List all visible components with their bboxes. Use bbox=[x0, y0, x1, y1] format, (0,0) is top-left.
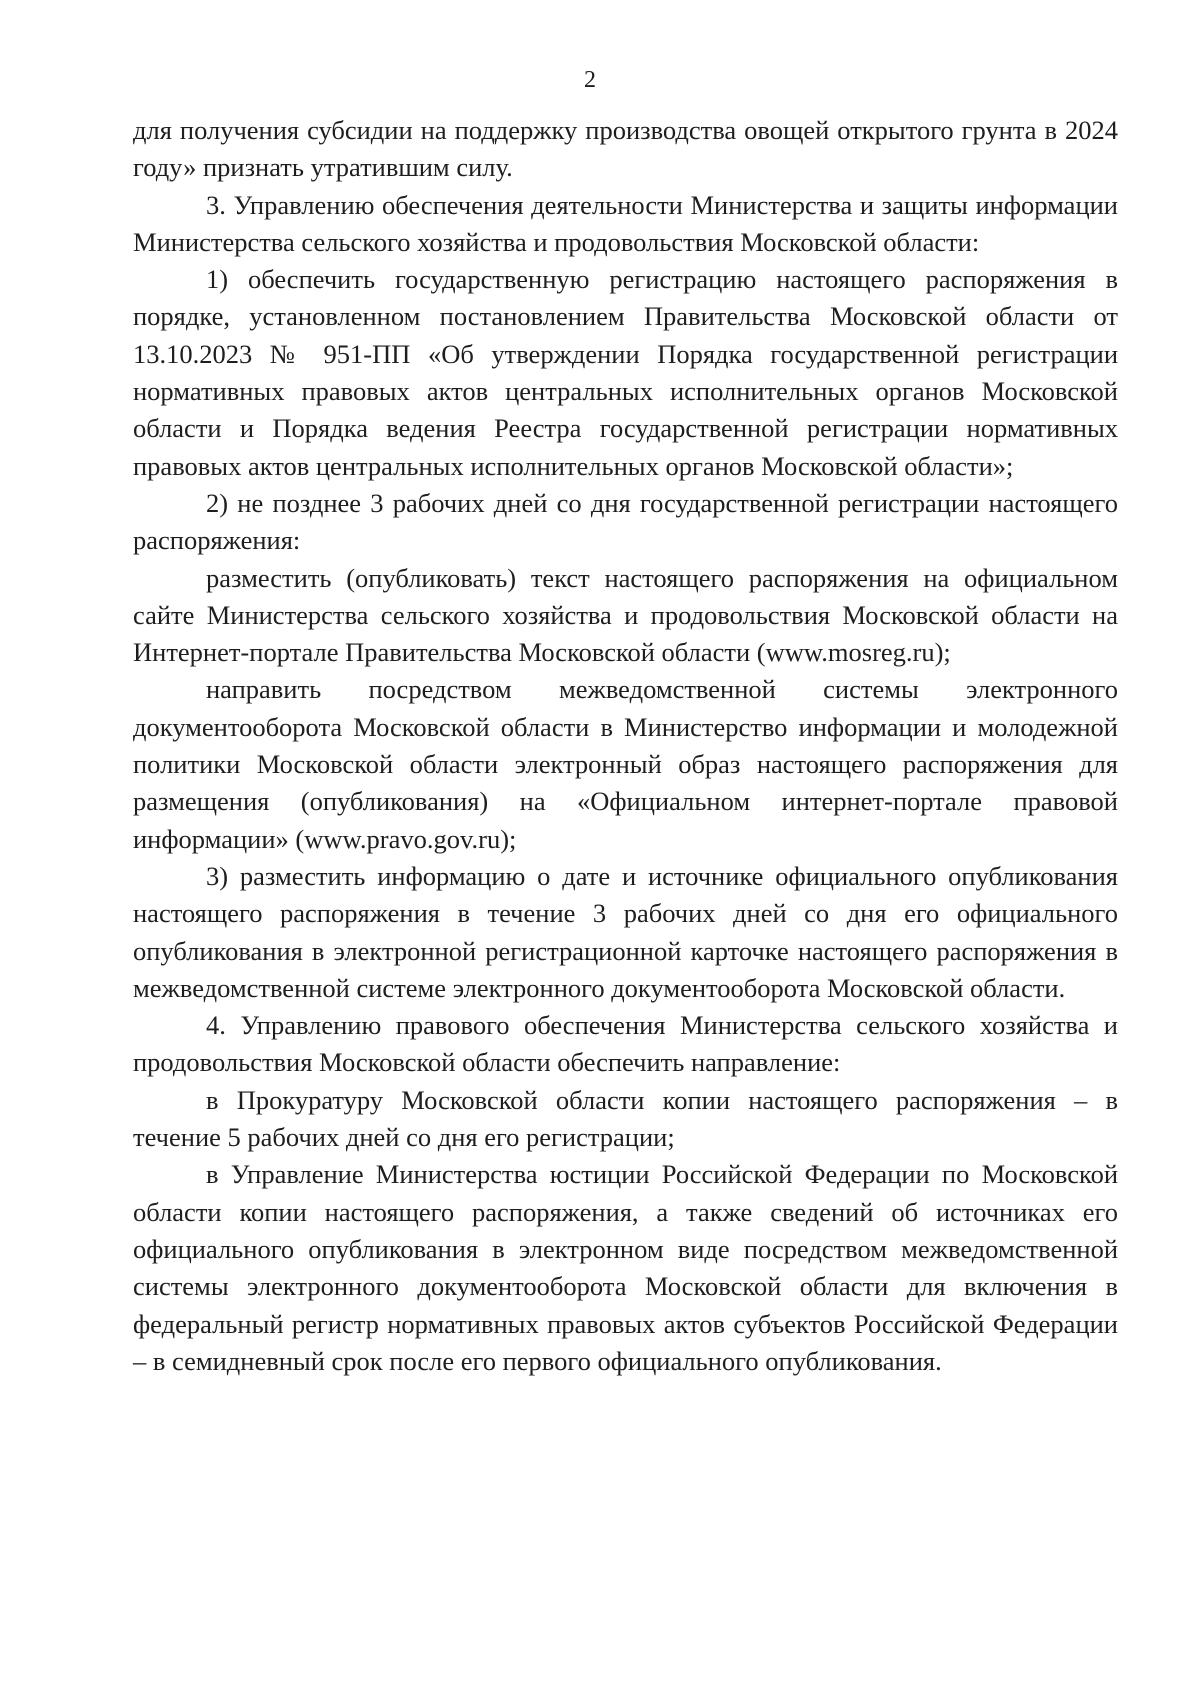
paragraph-continuation: для получения субсидии на поддержку производства овощей открытого грунта в 2024 году» признать утратившим силу. bbox=[133, 115, 1118, 183]
document-body bbox=[133, 112, 1118, 1380]
paragraph-justice-ministry: в Управление Министерства юстиции Российской Федерации по Московской области копии настоящего распоряжения, а также сведений об источниках его официального опубликования в электронном виде посредством межведомственной системы электронного документооборота Московской области для включения в федеральный регистр нормативных правовых актов субъектов Российской Федерации – в семидневный срок после его первого официального опубликования. bbox=[133, 1159, 1118, 1376]
paragraph-subitem-2: 2) не позднее 3 рабочих дней со дня государственной регистрации настоящего распоряжения: bbox=[133, 487, 1118, 556]
paragraph-item-4: 4. Управлению правового обеспечения Министерства сельского хозяйства и продовольствия Московской области обеспечить направление: bbox=[133, 1010, 1118, 1078]
paragraph-publish-site: разместить (опубликовать) текст настоящего распоряжения на официальном сайте Министерства сельского хозяйства и продовольствия Московской области на Интернет-портале Правительства Московской области (www.mosreg.ru); bbox=[133, 562, 1118, 668]
paragraph-subitem-1: 1) обеспечить государственную регистрацию настоящего распоряжения в порядке, установленном постановлением Правительства Московской области от 13.10.2023 № 951-ПП «Об утверждении Порядка государственной регистрации нормативных правовых актов центральных исполнительных органов Московской области и Порядка ведения Реестра государственной регистрации нормативных правовых актов центральных исполнительных органов Московской области»; bbox=[133, 264, 1118, 481]
paragraph-prosecutor: в Прокуратуру Московской области копии настоящего распоряжения – в течение 5 рабочих дней со дня его регистрации; bbox=[133, 1084, 1118, 1153]
paragraph-item-3: 3. Управлению обеспечения деятельности Министерства и защиты информации Министерства сельского хозяйства и продовольствия Московской области: bbox=[133, 189, 1118, 257]
paragraph-send-image: направить посредством межведомственной системы электронного документооборота Московской области в Министерство информации и молодежной политики Московской области электронный образ настоящего распоряжения для размещения (опубликования) на «Официальном интернет-портале правовой информации» (www.pravo.gov.ru); bbox=[133, 674, 1118, 854]
page-number: 2 bbox=[584, 67, 596, 93]
paragraph-subitem-3: 3) разместить информацию о дате и источнике официального опубликования настоящего распоряжения в течение 3 рабочих дней со дня его официального опубликования в электронной регистрационной карточке настоящего распоряжения в межведомственной системе электронного документооборота Московской области. bbox=[133, 860, 1118, 1003]
